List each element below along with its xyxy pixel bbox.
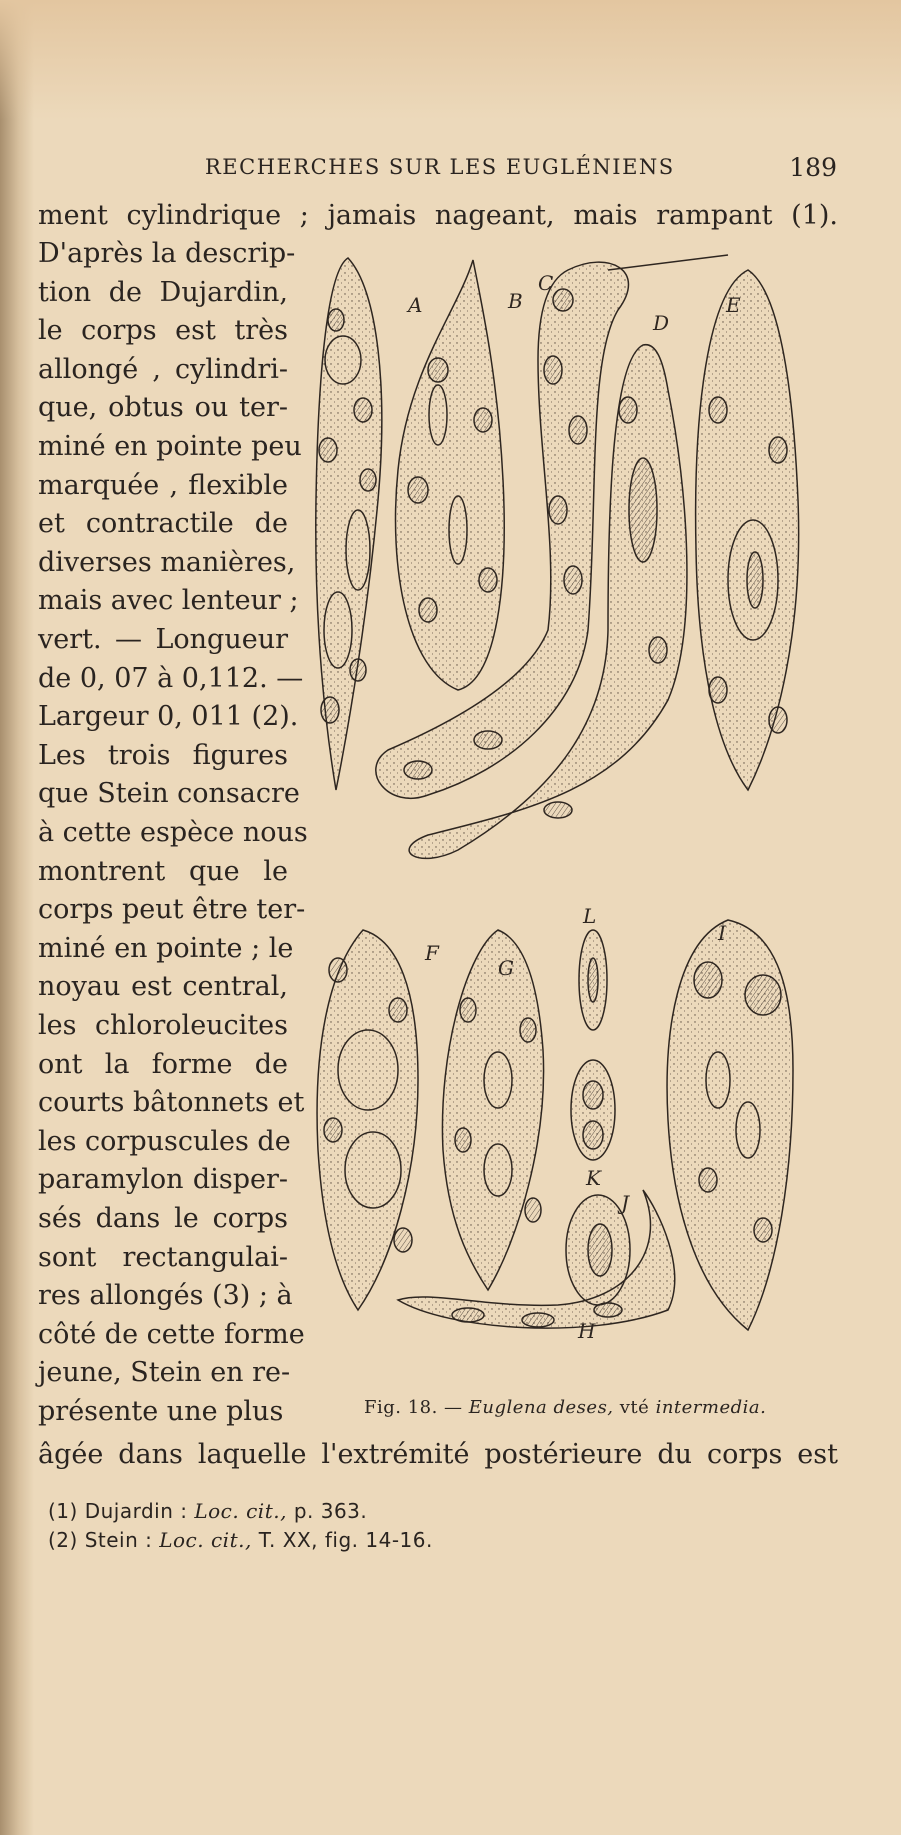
column-line: les corpuscules de [38, 1125, 291, 1157]
label-k: K [586, 1166, 601, 1190]
column-line: à cette espèce nous [38, 817, 308, 848]
cell-k [571, 1060, 615, 1160]
column-line: miné en pointe peu [38, 431, 302, 462]
page-header [205, 155, 837, 185]
cell-l [579, 930, 607, 1030]
cell-g [442, 930, 543, 1290]
column-line: sés dans le corps [38, 1203, 288, 1234]
column-line: miné en pointe ; le [38, 932, 294, 964]
footnote-author: Stein : [84, 1528, 153, 1552]
label-e: E [726, 293, 741, 317]
caption-variety: intermedia. [655, 1397, 767, 1418]
column-line: diverses manières, [38, 546, 296, 578]
column-line: paramylon disper- [38, 1164, 288, 1196]
column-line: tion de Dujardin, [38, 276, 288, 308]
column-line: allongé , cylindri- [38, 353, 288, 385]
label-l: L [583, 904, 597, 928]
footnote-2 [48, 1526, 748, 1555]
column-line: que, obtus ou ter- [38, 392, 288, 424]
label-b: B [508, 289, 523, 313]
footnotes [48, 1497, 748, 1555]
label-f: F [425, 941, 439, 965]
column-line: corps peut être ter- [38, 894, 306, 926]
caption-variety-abbrev: vté [619, 1397, 650, 1418]
column-line: le corps est très [38, 315, 288, 347]
cell-f [317, 930, 418, 1310]
column-line: que Stein consacre [38, 778, 300, 810]
cell-a [316, 258, 382, 790]
cell-b [396, 260, 505, 690]
column-line: et contractile de [38, 508, 288, 540]
running-title: RECHERCHES SUR LES EUGLÉNIENS [205, 155, 675, 179]
caption-species: Euglena deses, [468, 1397, 614, 1418]
column-line: D'après la descrip- [38, 238, 296, 269]
footnote-marker: (1) [48, 1499, 78, 1523]
column-line: jeune, Stein en re- [38, 1357, 291, 1389]
column-line: montrent que le [38, 855, 288, 887]
figure-18 [308, 250, 848, 1395]
column-line: ont la forme de [38, 1048, 288, 1080]
cell-e [696, 270, 799, 790]
label-d: D [653, 311, 670, 335]
footnote-author: Dujardin : [84, 1499, 188, 1523]
footnote-ref: T. XX, fig. 14-16. [258, 1528, 433, 1552]
euglena-drawings [308, 250, 848, 1395]
caption-prefix: Fig. 18. — [364, 1397, 463, 1418]
label-i: I [718, 921, 726, 945]
page-number: 189 [789, 153, 837, 182]
column-line: de 0, 07 à 0,112. — [38, 662, 304, 694]
column-line: Les trois figures [38, 739, 288, 771]
column-line: mais avec lenteur ; [38, 585, 299, 617]
label-h: H [578, 1319, 596, 1343]
column-line: marquée , flexible [38, 469, 288, 501]
footnote-source: Loc. cit., [159, 1528, 252, 1552]
body-first-line: ment cylindrique ; jamais nageant, mais rampant (1). [38, 200, 838, 231]
column-line: noyau est central, [38, 971, 288, 1003]
column-line: les chloroleucites [38, 1010, 288, 1041]
footnote-source: Loc. cit., [194, 1499, 287, 1523]
column-line: sont rectangulai- [38, 1241, 288, 1273]
column-line: res allongés (3) ; à [38, 1280, 293, 1312]
page-top-tint [0, 0, 901, 120]
label-g: G [498, 956, 514, 980]
figure-caption [364, 1397, 804, 1418]
footnote-ref: p. 363. [293, 1499, 368, 1523]
column-line: courts bâtonnets et [38, 1087, 305, 1119]
label-j: J [621, 1191, 630, 1215]
column-line: vert. — Longueur [38, 624, 288, 655]
cell-i [667, 920, 793, 1330]
footnote-1 [48, 1497, 748, 1526]
page-binding-shadow [0, 0, 34, 1835]
column-line: présente une plus [38, 1396, 284, 1427]
footnote-marker: (2) [48, 1528, 78, 1552]
body-last-line: âgée dans laquelle l'extrémité postérieure du corps est [38, 1439, 838, 1470]
column-line: côté de cette forme [38, 1318, 305, 1350]
label-c: C [538, 271, 554, 295]
column-line: Largeur 0, 011 (2). [38, 701, 299, 733]
label-a: A [408, 293, 423, 317]
